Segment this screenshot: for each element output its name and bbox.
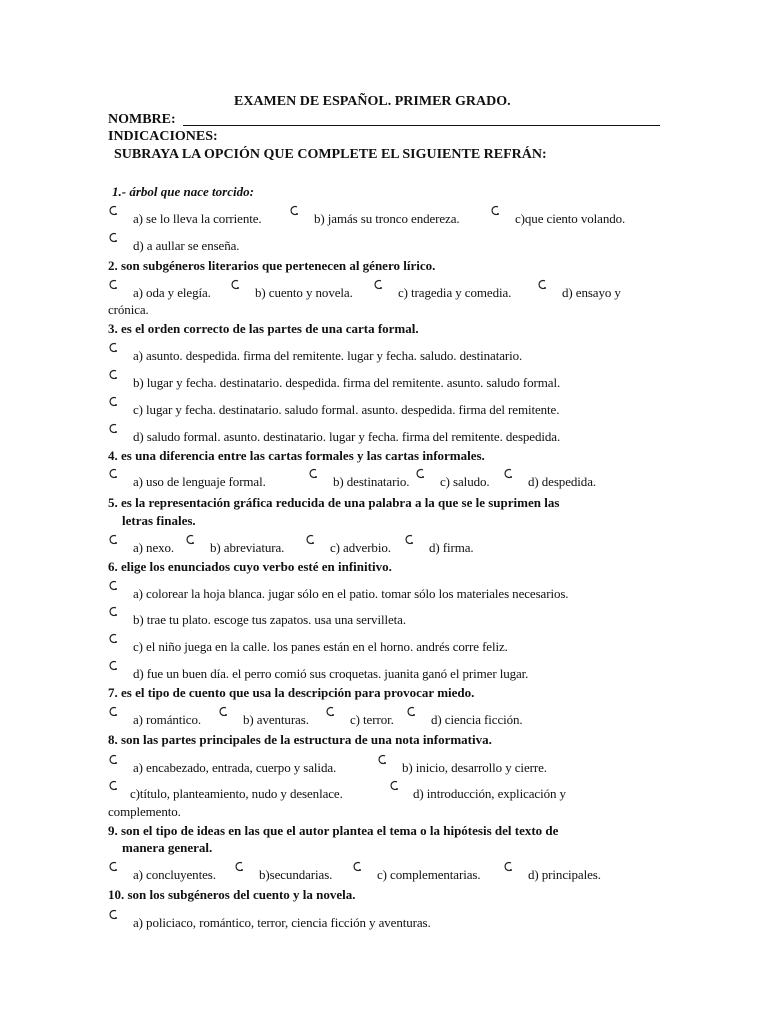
question-5 (108, 494, 559, 511)
name-line[interactable] (183, 125, 660, 126)
radio-icon[interactable] (185, 534, 195, 546)
radio-icon[interactable] (308, 468, 318, 480)
option-5a[interactable]: a) nexo. (133, 540, 175, 555)
radio-icon[interactable] (108, 232, 118, 244)
option-1a[interactable]: a) se lo lleva la corriente. (133, 211, 262, 226)
option-3b[interactable]: b) lugar y fecha. destinatario. despedida. firma del remitente. asunto. saludo formal. (133, 375, 561, 390)
radio-icon[interactable] (289, 205, 299, 217)
option-6b[interactable]: b) trae tu plato. escoge tus zapatos. usa una servilleta. (133, 612, 406, 627)
radio-icon[interactable] (108, 468, 118, 480)
option-5d[interactable]: d) firma. (429, 540, 474, 555)
radio-icon[interactable] (108, 534, 118, 546)
radio-icon[interactable] (415, 468, 425, 480)
radio-icon[interactable] (108, 861, 118, 873)
option-9b[interactable]: b)secundarias. (259, 867, 333, 882)
question-text: es el tipo de cuento que usa la descripción para provocar miedo. (121, 685, 475, 700)
option-3d[interactable]: d) saludo formal. asunto. destinatario. lugar y fecha. firma del remitente. despedida. (133, 429, 561, 444)
radio-icon[interactable] (537, 279, 547, 291)
option-4d[interactable]: d) despedida. (528, 474, 597, 489)
question-text: árbol que nace torcido: (129, 184, 254, 199)
radio-icon[interactable] (373, 279, 383, 291)
radio-icon[interactable] (389, 780, 399, 792)
option-6d[interactable]: d) fue un buen día. el perro comió sus croquetas. juanita ganó el primer lugar. (133, 666, 529, 681)
question-9-continued: manera general. (122, 840, 213, 855)
question-number: 2. (108, 258, 118, 273)
question-text: son las partes principales de la estructura de una nota informativa. (121, 732, 492, 747)
option-7a[interactable]: a) romántico. (133, 712, 202, 727)
radio-icon[interactable] (234, 861, 244, 873)
radio-icon[interactable] (503, 468, 513, 480)
option-7d[interactable]: d) ciencia ficción. (431, 712, 523, 727)
option-9a[interactable]: a) concluyentes. (133, 867, 216, 882)
question-4 (108, 447, 485, 464)
page-title: EXAMEN DE ESPAÑOL. PRIMER GRADO. (234, 94, 511, 109)
option-2d-continued: crónica. (108, 302, 149, 317)
question-6 (108, 558, 392, 575)
question-number: 6. (108, 559, 118, 574)
option-4b[interactable]: b) destinatario. (333, 474, 410, 489)
question-text: es el orden correcto de las partes de una carta formal. (121, 321, 419, 336)
question-text: elige los enunciados cuyo verbo esté en infinitivo. (121, 559, 392, 574)
radio-icon[interactable] (490, 205, 500, 217)
instructions-label: INDICACIONES: (108, 129, 218, 144)
radio-icon[interactable] (108, 660, 118, 672)
question-1 (112, 183, 254, 200)
radio-icon[interactable] (108, 606, 118, 618)
option-1c[interactable]: c)que ciento volando. (515, 211, 626, 226)
radio-icon[interactable] (108, 580, 118, 592)
radio-icon[interactable] (108, 909, 118, 921)
option-8a[interactable]: a) encabezado, entrada, cuerpo y salida. (133, 760, 337, 775)
radio-icon[interactable] (406, 706, 416, 718)
instruction-text: SUBRAYA LA OPCIÓN QUE COMPLETE EL SIGUIENTE REFRÁN: (114, 147, 547, 162)
option-6a[interactable]: a) colorear la hoja blanca. jugar sólo en el patio. tomar sólo los materiales necesarios. (133, 586, 569, 601)
question-number: 8. (108, 732, 118, 747)
option-3c[interactable]: c) lugar y fecha. destinatario. saludo formal. asunto. despedida. firma del remitente. (133, 402, 560, 417)
option-2d[interactable]: d) ensayo y (562, 285, 621, 300)
question-number: 9. (108, 823, 118, 838)
question-text: es una diferencia entre las cartas formales y las cartas informales. (121, 448, 485, 463)
radio-icon[interactable] (108, 754, 118, 766)
option-8d[interactable]: d) introducción, explicación y (413, 786, 566, 801)
radio-icon[interactable] (503, 861, 513, 873)
question-text: es la representación gráfica reducida de una palabra a la que se le suprimen las (121, 495, 560, 510)
question-text: son los subgéneros del cuento y la novela. (127, 887, 356, 902)
radio-icon[interactable] (108, 633, 118, 645)
radio-icon[interactable] (108, 423, 118, 435)
radio-icon[interactable] (305, 534, 315, 546)
question-number: 4. (108, 448, 118, 463)
option-8d-continued: complemento. (108, 804, 181, 819)
option-1d[interactable]: d) a aullar se enseña. (133, 238, 240, 253)
question-9 (108, 822, 558, 839)
question-number: 5. (108, 495, 118, 510)
radio-icon[interactable] (108, 342, 118, 354)
name-label: NOMBRE: (108, 112, 176, 127)
option-6c[interactable]: c) el niño juega en la calle. los panes están en el horno. andrés corre feliz. (133, 639, 508, 654)
radio-icon[interactable] (352, 861, 362, 873)
question-10 (108, 886, 356, 903)
radio-icon[interactable] (108, 706, 118, 718)
option-9c[interactable]: c) complementarias. (377, 867, 481, 882)
option-2c[interactable]: c) tragedia y comedia. (398, 285, 512, 300)
radio-icon[interactable] (108, 279, 118, 291)
option-5b[interactable]: b) abreviatura. (210, 540, 285, 555)
option-8b[interactable]: b) inicio, desarrollo y cierre. (402, 760, 547, 775)
question-number: 7. (108, 685, 118, 700)
radio-icon[interactable] (377, 754, 387, 766)
option-10a[interactable]: a) policiaco, romántico, terror, ciencia ficción y aventuras. (133, 915, 431, 930)
option-4c[interactable]: c) saludo. (440, 474, 490, 489)
option-5c[interactable]: c) adverbio. (330, 540, 391, 555)
option-7b[interactable]: b) aventuras. (243, 712, 309, 727)
question-7 (108, 684, 474, 701)
question-5-continued: letras finales. (122, 513, 196, 528)
option-1b[interactable]: b) jamás su tronco endereza. (314, 211, 460, 226)
question-2 (108, 257, 435, 274)
question-number: 1.- (112, 184, 127, 199)
option-7c[interactable]: c) terror. (350, 712, 394, 727)
option-9d[interactable]: d) principales. (528, 867, 601, 882)
question-number: 3. (108, 321, 118, 336)
radio-icon[interactable] (108, 780, 118, 792)
question-8 (108, 731, 492, 748)
option-2a[interactable]: a) oda y elegía. (133, 285, 211, 300)
radio-icon[interactable] (404, 534, 414, 546)
radio-icon[interactable] (218, 706, 228, 718)
question-text: son el tipo de ideas en las que el autor plantea el tema o la hipótesis del texto de (121, 823, 559, 838)
radio-icon[interactable] (325, 706, 335, 718)
radio-icon[interactable] (108, 205, 118, 217)
option-4a[interactable]: a) uso de lenguaje formal. (133, 474, 266, 489)
option-2b[interactable]: b) cuento y novela. (255, 285, 353, 300)
radio-icon[interactable] (108, 369, 118, 381)
radio-icon[interactable] (108, 396, 118, 408)
option-3a[interactable]: a) asunto. despedida. firma del remitente. lugar y fecha. saludo. destinatario. (133, 348, 523, 363)
question-text: son subgéneros literarios que pertenecen al género lírico. (121, 258, 436, 273)
question-number: 10. (108, 887, 125, 902)
question-3 (108, 320, 419, 337)
radio-icon[interactable] (230, 279, 240, 291)
option-8c[interactable]: c)título, planteamiento, nudo y desenlace. (130, 786, 343, 801)
